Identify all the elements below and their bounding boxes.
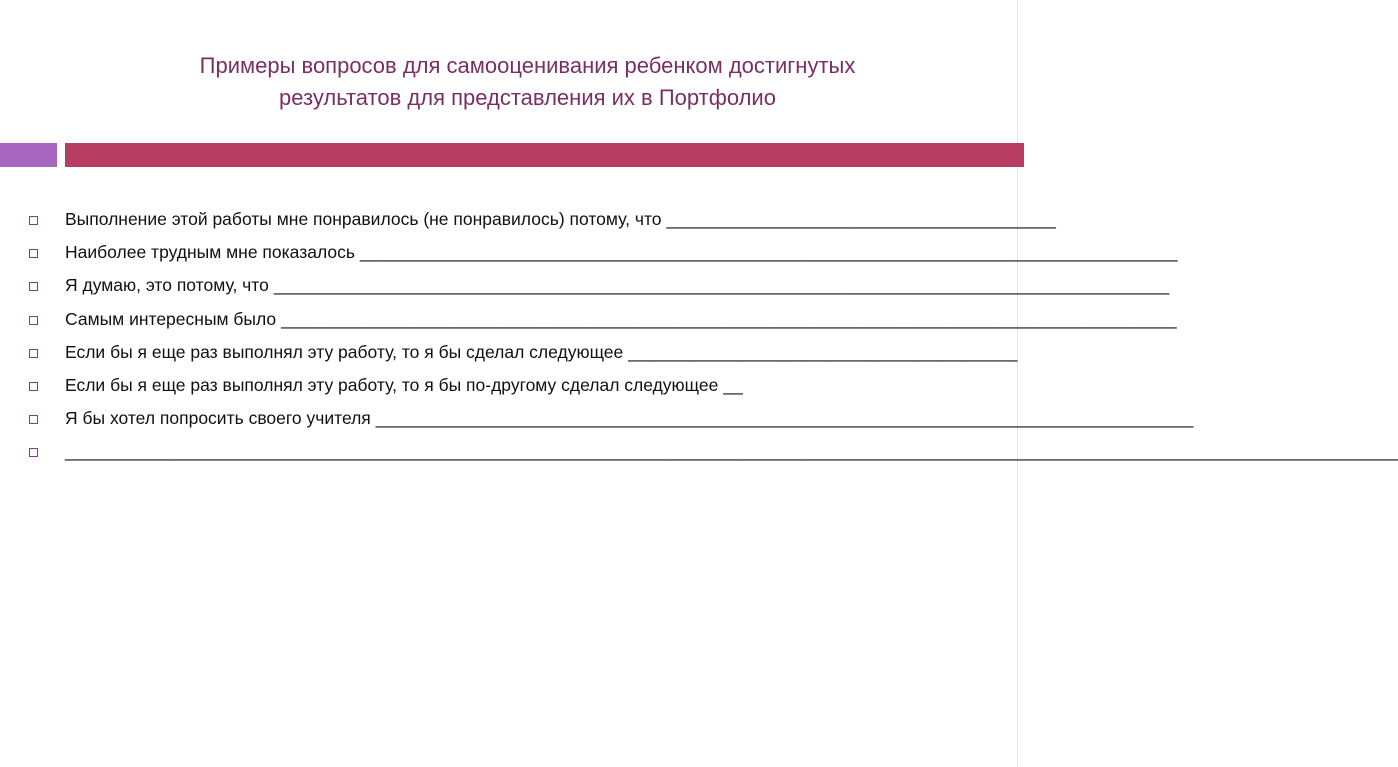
accent-bar-purple	[0, 143, 57, 167]
question-text: Самым интересным было	[65, 308, 277, 329]
square-bullet-icon	[29, 415, 38, 424]
square-bullet-icon	[29, 316, 38, 325]
question-text: Я думаю, это потому, что	[65, 275, 269, 296]
slide-edge	[1017, 0, 1018, 767]
list-item	[0, 236, 1178, 269]
accent-bar-crimson	[65, 143, 1024, 167]
answer-blank: ________________________________________	[666, 209, 1056, 230]
answer-blank: ________________________________________	[628, 341, 1018, 362]
answer-blank: ____________________________________________________________________________________________	[281, 308, 1177, 329]
square-bullet-icon	[29, 382, 38, 391]
answer-blank: __	[723, 375, 743, 396]
answer-blank: ____________________________________________________________________________________	[359, 242, 1178, 263]
title-line-2: результатов для представления их в Портфолио	[279, 85, 776, 110]
question-text: Если бы я еще раз выполнял эту работу, то я бы сделал следующее	[65, 341, 624, 362]
question-text: Я бы хотел попросить своего учителя	[65, 408, 371, 429]
question-text: Если бы я еще раз выполнял эту работу, то я бы по-другому сделал следующее	[65, 375, 719, 396]
square-bullet-icon	[29, 216, 38, 225]
answer-blank: ____________________________________________________________________________________	[375, 408, 1194, 429]
list-item	[0, 336, 1018, 369]
list-item	[0, 203, 1056, 236]
list-item	[0, 369, 910, 402]
answer-blank: ____________________________________________________________________________________________	[273, 275, 1170, 296]
list-item	[0, 303, 1177, 336]
square-bullet-icon	[29, 349, 38, 358]
list-item	[0, 402, 1194, 435]
square-bullet-icon	[29, 448, 38, 457]
answer-blank: _________________________________________________________________________________________________________________________________________	[65, 441, 1398, 462]
list-item	[0, 435, 1398, 468]
square-bullet-icon	[29, 282, 38, 291]
question-text: Выполнение этой работы мне понравилось (не понравилось) потому, что	[65, 209, 662, 230]
square-bullet-icon	[29, 249, 38, 258]
title-line-1: Примеры вопросов для самооценивания ребенком достигнутых	[199, 53, 856, 78]
list-item	[0, 269, 1170, 302]
slide-title	[60, 50, 995, 114]
question-list	[0, 203, 1398, 469]
question-text: Наиболее трудным мне показалось	[65, 242, 355, 263]
